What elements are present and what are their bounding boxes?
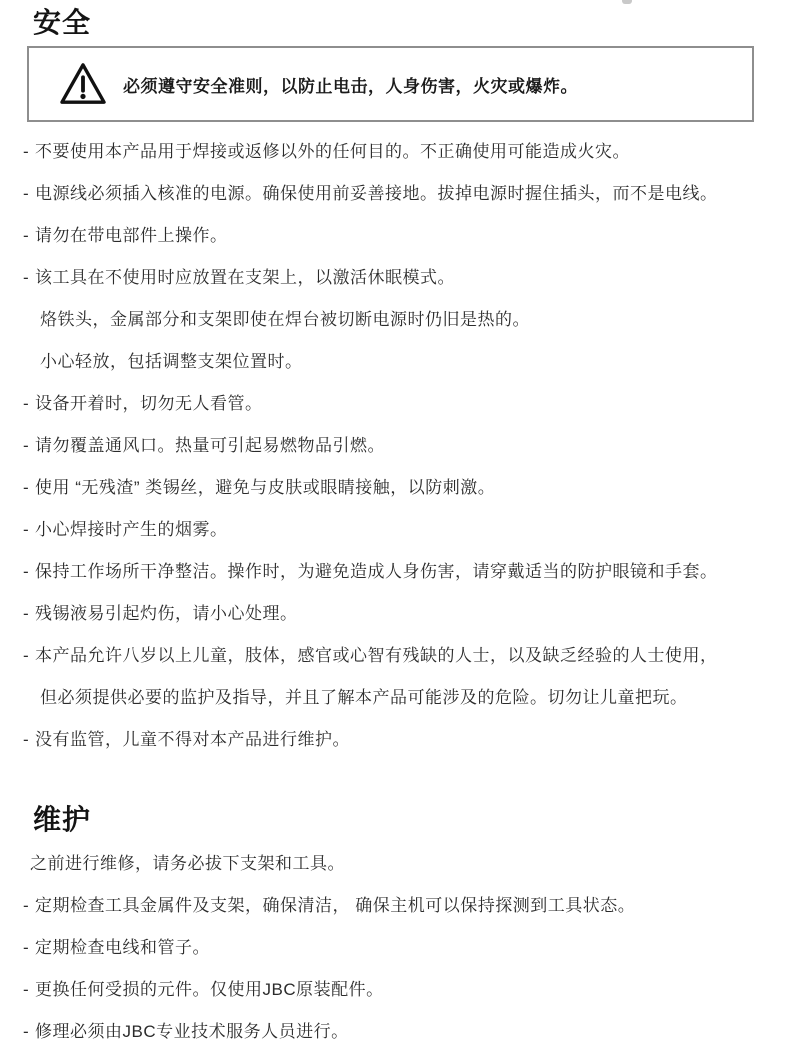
list-line <box>23 383 790 425</box>
safety-list <box>23 131 790 761</box>
list-line-bullet: - <box>23 520 30 539</box>
list-line-bullet: - <box>23 142 30 161</box>
maintenance-section-title: 维护 <box>33 804 92 835</box>
list-line-text: 设备开着时，切勿无人看管。 <box>35 394 263 413</box>
list-line <box>23 635 790 677</box>
list-line-bullet: - <box>23 646 30 665</box>
list-line-bullet: - <box>23 730 30 749</box>
list-line-bullet: - <box>23 562 30 581</box>
list-line-text: 残锡液易引起灼伤，请小心处理。 <box>35 604 298 623</box>
list-line-text: 更换任何受损的元件。仅使用JBC原装配件。 <box>35 980 384 999</box>
list-line-text: 修理必须由JBC专业技术服务人员进行。 <box>35 1022 349 1041</box>
list-line <box>23 341 790 383</box>
list-line <box>23 467 790 509</box>
list-line-bullet: - <box>23 226 30 245</box>
list-line <box>23 969 790 1011</box>
list-line <box>23 173 790 215</box>
list-line-text: 不要使用本产品用于焊接或返修以外的任何目的。不正确使用可能造成火灾。 <box>35 142 630 161</box>
list-line-bullet: - <box>23 394 30 413</box>
list-line <box>23 719 790 761</box>
list-line-bullet: - <box>23 1022 30 1041</box>
list-line <box>23 425 790 467</box>
maintenance-list <box>23 885 790 1053</box>
list-line-text: 本产品允许八岁以上儿童，肢体，感官或心智有残缺的人士，以及缺乏经验的人士使用， <box>35 646 718 665</box>
list-line-text: 烙铁头，金属部分和支架即使在焊台被切断电源时仍旧是热的。 <box>40 310 530 329</box>
list-line-text: 但必须提供必要的监护及指导，并且了解本产品可能涉及的危险。切勿让儿童把玩。 <box>40 688 688 707</box>
warning-triangle-icon <box>59 62 107 106</box>
page-edge-artifact <box>622 0 632 4</box>
list-line-text: 请勿在带电部件上操作。 <box>35 226 228 245</box>
list-line <box>23 927 790 969</box>
list-line-text: 保持工作场所干净整洁。操作时，为避免造成人身伤害，请穿戴适当的防护眼镜和手套。 <box>35 562 718 581</box>
maintenance-intro: 之前进行维修，请务必拔下支架和工具。 <box>30 854 345 873</box>
list-line-bullet: - <box>23 938 30 957</box>
safety-section-title: 安全 <box>33 7 92 38</box>
list-line-text: 请勿覆盖通风口。热量可引起易燃物品引燃。 <box>35 436 385 455</box>
list-line <box>23 257 790 299</box>
list-line <box>23 1011 790 1053</box>
list-line-text: 小心焊接时产生的烟雾。 <box>35 520 228 539</box>
list-line-bullet: - <box>23 436 30 455</box>
list-line <box>23 551 790 593</box>
list-line-text: 定期检查工具金属件及支架，确保清洁， 确保主机可以保持探测到工具状态。 <box>35 896 636 915</box>
list-line-bullet: - <box>23 478 30 497</box>
list-line-text: 使用 “无残渣” 类锡丝，避免与皮肤或眼睛接触，以防刺激。 <box>35 478 496 497</box>
list-line <box>23 677 790 719</box>
list-line-bullet: - <box>23 604 30 623</box>
safety-warning-box <box>27 46 754 122</box>
list-line-text: 小心轻放，包括调整支架位置时。 <box>40 352 303 371</box>
list-line-text: 定期检查电线和管子。 <box>35 938 210 957</box>
list-line-text: 该工具在不使用时应放置在支架上，以激活休眠模式。 <box>35 268 455 287</box>
list-line-text: 电源线必须插入核准的电源。确保使用前妥善接地。拔掉电源时握住插头，而不是电线。 <box>35 184 718 203</box>
list-line <box>23 593 790 635</box>
list-line-bullet: - <box>23 980 30 999</box>
list-line-bullet: - <box>23 896 30 915</box>
warning-text: 必须遵守安全准则，以防止电击，人身伤害，火灾或爆炸。 <box>123 76 578 96</box>
list-line-bullet: - <box>23 268 30 287</box>
list-line <box>23 215 790 257</box>
list-line-bullet: - <box>23 184 30 203</box>
list-line <box>23 885 790 927</box>
list-line <box>23 299 790 341</box>
list-line-text: 没有监管，儿童不得对本产品进行维护。 <box>35 730 350 749</box>
list-line <box>23 131 790 173</box>
list-line <box>23 509 790 551</box>
